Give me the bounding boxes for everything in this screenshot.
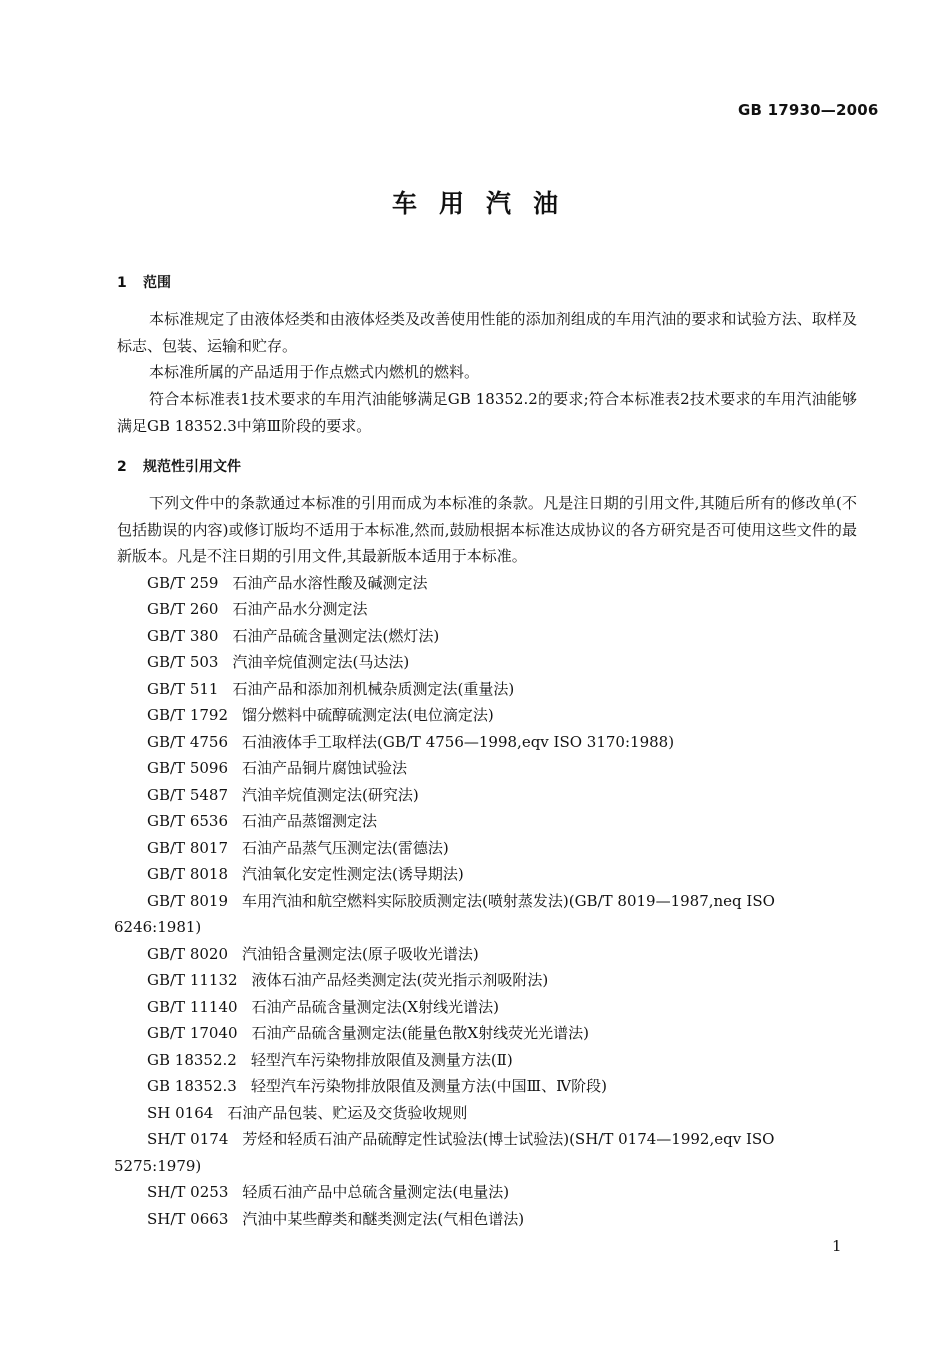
reference-code: GB/T 11140: [147, 998, 238, 1016]
reference-item: [147, 573, 427, 593]
reference-title: 石油产品和添加剂机械杂质测定法(重量法): [232, 680, 515, 698]
reference-item: [147, 838, 449, 858]
reference-title: 汽油中某些醇类和醚类测定法(气相色谱法): [242, 1210, 525, 1228]
reference-title: 石油产品硫含量测定法(X射线光谱法): [251, 998, 499, 1016]
reference-title: 汽油氧化安定性测定法(诱导期法): [242, 865, 464, 883]
reference-title: 石油产品硫含量测定法(燃灯法): [232, 627, 440, 645]
reference-code: SH/T 0663: [147, 1210, 229, 1228]
reference-item: [147, 1103, 467, 1123]
reference-item: [147, 891, 775, 911]
reference-item: [147, 652, 409, 672]
section-2-heading: [117, 456, 241, 476]
reference-item: [147, 997, 499, 1017]
reference-item: [147, 1023, 589, 1043]
reference-title: 石油产品蒸馏测定法: [242, 812, 378, 830]
reference-title: 芳烃和轻质石油产品硫醇定性试验法(博士试验法)(SH/T 0174—1992,eqv ISO: [242, 1130, 775, 1148]
reference-title: 石油产品铜片腐蚀试验法: [242, 759, 408, 777]
reference-title: 石油产品水分测定法: [232, 600, 368, 618]
reference-code: SH 0164: [147, 1104, 214, 1122]
reference-code: SH/T 0174: [147, 1130, 229, 1148]
reference-code: GB 18352.2: [147, 1051, 237, 1069]
section-number: 1: [117, 275, 127, 291]
paragraph: 本标准规定了由液体烃类和由液体烃类及改善使用性能的添加剂组成的车用汽油的要求和试验方法、取样及标志、包装、运输和贮存。: [117, 310, 857, 355]
reference-code: GB/T 503: [147, 653, 219, 671]
reference-item: [147, 970, 548, 990]
reference-title: 车用汽油和航空燃料实际胶质测定法(喷射蒸发法)(GB/T 8019—1987,neq ISO: [242, 892, 775, 910]
section-title: 范围: [143, 275, 171, 291]
reference-code: GB/T 259: [147, 574, 219, 592]
reference-code: GB/T 5487: [147, 786, 229, 804]
reference-code: GB 18352.3: [147, 1077, 237, 1095]
reference-code: GB/T 380: [147, 627, 219, 645]
reference-item: [147, 626, 439, 646]
reference-title: 石油液体手工取样法(GB/T 4756—1998,eqv ISO 3170:1988): [242, 733, 675, 751]
reference-item: [147, 758, 407, 778]
reference-continuation: 6246:1981): [114, 918, 202, 936]
reference-code: GB/T 511: [147, 680, 219, 698]
reference-item: [147, 1209, 524, 1229]
reference-item: [147, 732, 674, 752]
reference-item: [147, 1076, 607, 1096]
reference-item: [147, 1129, 774, 1149]
reference-code: GB/T 8020: [147, 945, 229, 963]
reference-item: [147, 1050, 513, 1070]
reference-title: 汽油辛烷值测定法(马达法): [232, 653, 410, 671]
section-title: 规范性引用文件: [143, 459, 241, 475]
reference-code: GB/T 8018: [147, 865, 229, 883]
reference-code: GB/T 1792: [147, 706, 229, 724]
page-title: 车用汽油: [391, 189, 580, 218]
reference-item: [147, 679, 514, 699]
reference-title: 石油产品水溶性酸及碱测定法: [232, 574, 428, 592]
reference-title: 馏分燃料中硫醇硫测定法(电位滴定法): [242, 706, 494, 724]
reference-title: 汽油铅含量测定法(原子吸收光谱法): [242, 945, 479, 963]
reference-continuation: 5275:1979): [114, 1157, 202, 1175]
reference-code: GB/T 11132: [147, 971, 238, 989]
reference-title: 汽油辛烷值测定法(研究法): [242, 786, 419, 804]
reference-code: GB/T 6536: [147, 812, 229, 830]
paragraph: 本标准所属的产品适用于作点燃式内燃机的燃料。: [149, 363, 480, 381]
standard-number: GB 17930—2006: [738, 101, 879, 119]
reference-code: GB/T 8017: [147, 839, 229, 857]
reference-item: [147, 944, 479, 964]
reference-title: 轻型汽车污染物排放限值及测量方法(中国Ⅲ、Ⅳ阶段): [250, 1077, 607, 1095]
reference-title: 石油产品蒸气压测定法(雷德法): [242, 839, 449, 857]
reference-item: [147, 1182, 509, 1202]
reference-title: 轻质石油产品中总硫含量测定法(电量法): [242, 1183, 510, 1201]
reference-code: GB/T 8019: [147, 892, 229, 910]
reference-item: [147, 864, 464, 884]
reference-title: 石油产品硫含量测定法(能量色散X射线荧光光谱法): [251, 1024, 589, 1042]
reference-title: 轻型汽车污染物排放限值及测量方法(Ⅱ): [250, 1051, 513, 1069]
reference-code: SH/T 0253: [147, 1183, 229, 1201]
reference-code: GB/T 17040: [147, 1024, 238, 1042]
reference-code: GB/T 5096: [147, 759, 229, 777]
reference-item: [147, 705, 494, 725]
reference-code: GB/T 260: [147, 600, 219, 618]
reference-item: [147, 785, 419, 805]
reference-item: [147, 599, 367, 619]
reference-title: 液体石油产品烃类测定法(荧光指示剂吸附法): [251, 971, 549, 989]
reference-item: [147, 811, 377, 831]
paragraph: 符合本标准表1技术要求的车用汽油能够满足GB 18352.2的要求;符合本标准表2技术要求的车用汽油能够满足GB 18352.3中第Ⅲ阶段的要求。: [117, 390, 857, 435]
section-1-heading: [117, 272, 171, 292]
section-number: 2: [117, 459, 127, 475]
page-number: 1: [832, 1237, 842, 1255]
paragraph: 下列文件中的条款通过本标准的引用而成为本标准的条款。凡是注日期的引用文件,其随后所有的修改单(不包括勘误的内容)或修订版均不适用于本标准,然而,鼓励根据本标准达成协议的各方研究是否可使用这些文件的最新版本。凡是不注日期的引用文件,其最新版本适用于本标准。: [117, 494, 857, 565]
reference-code: GB/T 4756: [147, 733, 229, 751]
reference-title: 石油产品包装、贮运及交货验收规则: [227, 1104, 468, 1122]
